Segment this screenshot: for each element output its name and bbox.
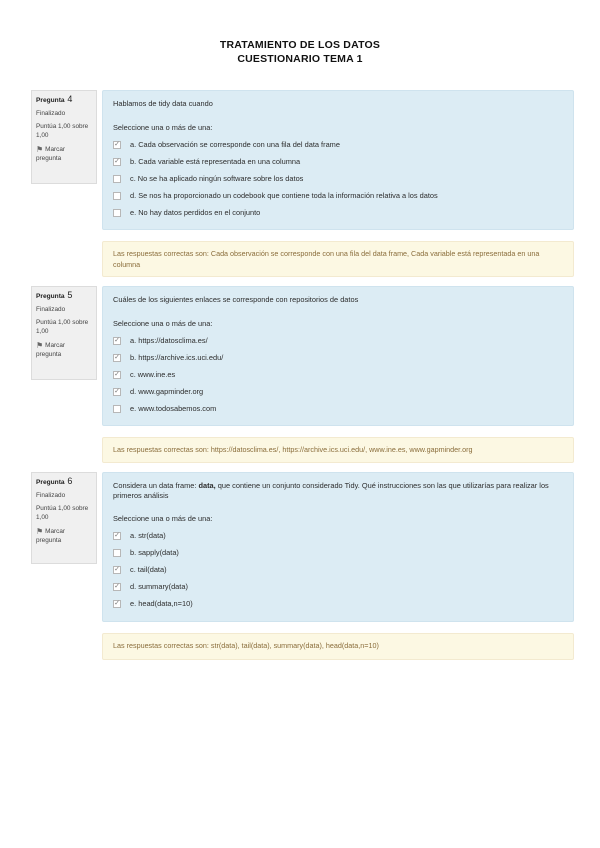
title-line-1: TRATAMIENTO DE LOS DATOS — [219, 39, 381, 51]
flag-question-link[interactable] — [36, 341, 92, 359]
answer-option-label: d. www.gapminder.org — [130, 386, 204, 396]
question-status: Finalizado — [36, 110, 66, 117]
answer-option — [113, 204, 563, 221]
answer-option-label: c. www.ine.es — [130, 369, 176, 379]
answer-checkbox[interactable] — [113, 175, 121, 183]
answer-option — [113, 383, 563, 400]
flag-icon: ⚑ — [36, 527, 44, 536]
question-text: Cuáles de los siguientes enlaces se corresponde con repositorios de datos — [113, 295, 359, 304]
question-score: Puntúa 1,00 sobre 1,00 — [36, 123, 89, 139]
answer-option-label: a. Cada observación se corresponde con una fila del data frame — [130, 140, 340, 150]
flag-question-link[interactable] — [36, 527, 92, 545]
flag-icon: ⚑ — [36, 145, 44, 154]
answer-option-label: a. https://datosclima.es/ — [130, 336, 208, 346]
flag-question-label: Marcar pregunta — [36, 146, 66, 162]
answer-option — [113, 400, 563, 417]
answer-option-label: e. www.todosabemos.com — [130, 403, 217, 413]
answer-option-label: d. summary(data) — [130, 581, 188, 591]
question-number: Pregunta 6 — [36, 476, 73, 486]
question-text: Hablamos de tidy data cuando — [113, 99, 213, 108]
answer-option — [113, 350, 563, 367]
answer-checkbox[interactable]: ✓ — [114, 354, 120, 362]
answer-option — [113, 367, 563, 384]
answer-checkbox[interactable] — [113, 209, 121, 217]
question-number: Pregunta 4 — [36, 94, 73, 104]
answer-option-label: e. No hay datos perdidos en el conjunto — [130, 207, 261, 217]
question-info-panel — [31, 472, 97, 564]
answer-checkbox[interactable] — [113, 405, 121, 413]
answer-option-label: b. sapply(data) — [130, 548, 179, 558]
question-info-panel — [31, 286, 97, 380]
answer-option — [113, 595, 563, 612]
answer-option-label: c. tail(data) — [130, 564, 167, 574]
answer-option — [113, 171, 563, 188]
question-text: Considera un data frame: data, que contiene un conjunto considerado Tidy. Qué instrucciones son las que utilizarías para realizar los primeros análisis — [113, 481, 549, 500]
answer-checkbox[interactable]: ✓ — [114, 582, 120, 590]
correct-answers-feedback: Las respuestas correctas son: str(data), tail(data), summary(data), head(data,n=10) — [102, 633, 574, 660]
answer-option — [113, 578, 563, 595]
answer-option-label: a. str(data) — [130, 531, 166, 541]
question-score: Puntúa 1,00 sobre 1,00 — [36, 319, 89, 335]
answer-checkbox[interactable]: ✓ — [114, 370, 120, 378]
answer-option — [113, 545, 563, 562]
question-box — [102, 472, 574, 622]
answer-checkbox[interactable] — [113, 192, 121, 200]
answer-option — [113, 137, 563, 154]
correct-answers-feedback: Las respuestas correctas son: Cada observación se corresponde con una fila del data frame, Cada variable está representada en una columna — [102, 241, 574, 277]
answer-options — [113, 137, 563, 221]
answer-option-label: b. https://archive.ics.uci.edu/ — [130, 353, 224, 363]
answer-checkbox[interactable]: ✓ — [114, 141, 120, 149]
flag-question-label: Marcar pregunta — [36, 528, 66, 544]
flag-question-link[interactable] — [36, 145, 92, 163]
question-box — [102, 286, 574, 426]
answer-checkbox[interactable]: ✓ — [114, 565, 120, 573]
answer-option — [113, 562, 563, 579]
answer-option-label: d. Se nos ha proporcionado un codebook que contiene toda la información relativa a los datos — [130, 190, 438, 200]
answer-option-label: b. Cada variable está representada en una columna — [130, 157, 301, 167]
question-prompt: Seleccione una o más de una: — [113, 319, 213, 328]
answer-option — [113, 154, 563, 171]
question-prompt: Seleccione una o más de una: — [113, 514, 213, 523]
question-box — [102, 90, 574, 230]
answer-options — [113, 528, 563, 612]
flag-question-label: Marcar pregunta — [36, 342, 66, 358]
answer-option — [113, 528, 563, 545]
question-number: Pregunta 5 — [36, 290, 73, 300]
answer-checkbox[interactable]: ✓ — [114, 337, 120, 345]
answer-checkbox[interactable]: ✓ — [114, 532, 120, 540]
answer-option — [113, 333, 563, 350]
answer-options — [113, 333, 563, 417]
answer-checkbox[interactable]: ✓ — [114, 158, 120, 166]
title-line-2: CUESTIONARIO TEMA 1 — [237, 53, 363, 65]
question-status: Finalizado — [36, 492, 66, 499]
answer-checkbox[interactable] — [113, 549, 121, 557]
question-score: Puntúa 1,00 sobre 1,00 — [36, 505, 89, 521]
document-title — [0, 38, 600, 66]
answer-checkbox[interactable]: ✓ — [114, 387, 120, 395]
answer-option-label: e. head(data,n=10) — [130, 598, 193, 608]
question-info-panel — [31, 90, 97, 184]
answer-option — [113, 187, 563, 204]
question-status: Finalizado — [36, 306, 66, 313]
correct-answers-feedback: Las respuestas correctas son: https://datosclima.es/, https://archive.ics.uci.edu/, www.ine.es, www.gapminder.org — [102, 437, 574, 463]
answer-option-label: c. No se ha aplicado ningún software sobre los datos — [130, 173, 304, 183]
question-prompt: Seleccione una o más de una: — [113, 123, 213, 132]
flag-icon: ⚑ — [36, 341, 44, 350]
answer-checkbox[interactable]: ✓ — [114, 599, 120, 607]
